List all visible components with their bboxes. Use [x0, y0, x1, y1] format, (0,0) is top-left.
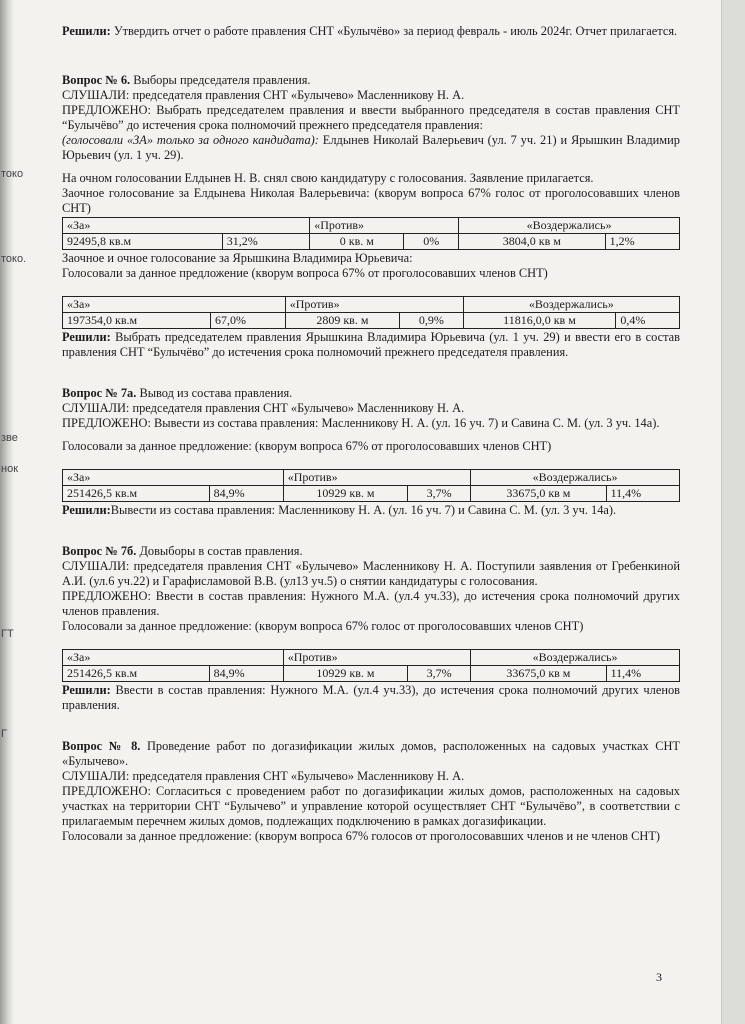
- margin-fragment: Г: [1, 728, 7, 740]
- against-value: 10929 кв. м: [283, 666, 407, 682]
- proposed-text: ПРЕДЛОЖЕНО: Ввести в состав правления: Нужного М.А. (ул.4 уч.33), до истечения срока полномочий других членов правления.: [62, 589, 680, 618]
- decision-label: Решили:: [62, 330, 111, 344]
- margin-fragment: токо: [1, 168, 24, 180]
- vote-table: [62, 469, 680, 502]
- against-label: «Против»: [283, 470, 470, 486]
- decision-label: Решили:: [62, 683, 111, 697]
- margin-fragment: нок: [1, 463, 19, 475]
- question-heading: [62, 73, 680, 88]
- against-percent: 0,9%: [400, 313, 464, 329]
- candidates-list: Елдынев Николай Валерьевич (ул. 7 уч. 21) и Ярышкин Владимир Юрьевич (ул. 1 уч. 29).: [62, 133, 680, 162]
- abstain-label: «Воздержались»: [471, 650, 680, 666]
- question-number: Вопрос № 8.: [62, 739, 141, 753]
- for-value: 92495,8 кв.м: [63, 234, 223, 250]
- for-value: 251426,5 кв.м: [63, 666, 210, 682]
- for-value: 197354,0 кв.м: [63, 313, 211, 329]
- heard-text: СЛУШАЛИ: председателя правления СНТ «Булычево» Масленникову Н. А.: [62, 769, 465, 783]
- proposed-text: ПРЕДЛОЖЕНО: Вывести из состава правления: Масленникову Н. А. (ул. 16 уч. 7) и Савина С. М. (ул. 3 уч. 14а).: [62, 416, 660, 430]
- decision-text: Утвердить отчет о работе правления СНТ «Булычёво» за период февраль - июль 2024г. Отчет прилагается.: [113, 24, 678, 38]
- question-decision: [62, 330, 680, 360]
- for-label: «За»: [63, 650, 284, 666]
- abstain-value: 33675,0 кв м: [471, 666, 606, 682]
- against-value: 10929 кв. м: [283, 486, 407, 502]
- for-percent: 31,2%: [222, 234, 309, 250]
- proposed-text: ПРЕДЛОЖЕНО: Согласиться с проведением работ по догазификации жилых домов, расположенных на садовых участках на территории СНТ “Булычево” и управление которой осуществляет СНТ “Булычёво”, в соответствии с прилагаемым перечнем жилых домов, подлежащих подключению в рамках догазификации.: [62, 784, 680, 828]
- vote-caption: Голосовали за данное предложение: (кворум вопроса 67% голос от проголосовавших членов СНТ): [62, 619, 584, 633]
- vote-caption: Голосовали за данное предложение (кворум вопроса 67% от проголосовавших членов СНТ): [62, 266, 548, 280]
- question-number: Вопрос № 7а.: [62, 386, 137, 400]
- question-7a: [62, 386, 680, 518]
- question-heading: [62, 386, 680, 401]
- decision-label: Решили:: [62, 503, 111, 517]
- vote-caption: Заочное голосование за Елдынева Николая Валерьевича: (кворум вопроса 67% голос от проголосовавших членов СНТ): [62, 186, 680, 215]
- against-percent: 3,7%: [408, 486, 471, 502]
- abstain-percent: 11,4%: [606, 486, 679, 502]
- binding-shadow: [0, 0, 14, 1024]
- vote-table: [62, 296, 680, 329]
- abstain-value: 33675,0 кв м: [471, 486, 606, 502]
- question-number: Вопрос № 7б.: [62, 544, 137, 558]
- for-label: «За»: [63, 218, 310, 234]
- against-label: «Против»: [310, 218, 459, 234]
- against-percent: 0%: [404, 234, 459, 250]
- for-label: «За»: [63, 297, 286, 313]
- margin-fragment: зве: [1, 432, 18, 444]
- question-title: Выборы председателя правления.: [133, 73, 311, 87]
- withdrawal-text: На очном голосовании Елдынев Н. В. снял свою кандидатуру с голосования. Заявление прилагается.: [62, 171, 594, 185]
- for-percent: 67,0%: [210, 313, 285, 329]
- question-heading: [62, 544, 680, 559]
- abstain-label: «Воздержались»: [471, 470, 680, 486]
- margin-fragment: токо.: [1, 253, 27, 265]
- question-title: Вывод из состава правления.: [139, 386, 293, 400]
- report-decision: [62, 24, 680, 39]
- vote-caption: Голосовали за данное предложение: (кворум вопроса 67% голосов от проголосовавших членов и не членов СНТ): [62, 829, 661, 843]
- question-7b: [62, 544, 680, 713]
- question-6: [62, 73, 680, 360]
- abstain-value: 3804,0 кв м: [459, 234, 606, 250]
- vote-caption: Заочное и очное голосование за Ярышкина Владимира Юрьевича:: [62, 251, 413, 265]
- question-title: Довыборы в состав правления.: [139, 544, 303, 558]
- vote-caption: Голосовали за данное предложение: (кворум вопроса 67% от проголосовавших членов СНТ): [62, 439, 552, 453]
- abstain-label: «Воздержались»: [459, 218, 680, 234]
- candidates-text: [62, 133, 680, 163]
- for-percent: 84,9%: [209, 486, 283, 502]
- abstain-label: «Воздержались»: [463, 297, 679, 313]
- heard-text: СЛУШАЛИ: председателя правления СНТ «Булычево» Масленникову Н. А.: [62, 88, 465, 102]
- question-decision: [62, 503, 680, 518]
- against-percent: 3,7%: [408, 666, 471, 682]
- against-label: «Против»: [285, 297, 463, 313]
- proposed-text: ПРЕДЛОЖЕНО: Выбрать председателем правления и ввести выбранного председателя в состав правления СНТ “Булычёво” до истечения срока полномочий прежнего председателя правления:: [62, 103, 680, 132]
- decision-label: Решили:: [62, 24, 111, 38]
- abstain-percent: 1,2%: [605, 234, 679, 250]
- candidates-note: (голосовали «ЗА» только за одного кандидата):: [62, 133, 319, 147]
- abstain-percent: 11,4%: [606, 666, 679, 682]
- against-value: 0 кв. м: [310, 234, 404, 250]
- page-number: 3: [656, 970, 662, 984]
- abstain-percent: 0,4%: [616, 313, 680, 329]
- document-body: [62, 24, 680, 844]
- question-number: Вопрос № 6.: [62, 73, 131, 87]
- decision-text: Вывести из состава правления: Масленникову Н. А. (ул. 16 уч. 7) и Савина С. М. (ул. 3 уч. 14а).: [110, 503, 617, 517]
- decision-text: Выбрать председателем правления Ярышкина Владимира Юрьевича (ул. 1 уч. 29) и ввести его в состав правления СНТ “Булычёво” до истечения срока полномочий прежнего председателя правления.: [62, 330, 680, 359]
- question-8: [62, 739, 680, 844]
- against-label: «Против»: [283, 650, 470, 666]
- heard-text: СЛУШАЛИ: председателя правления СНТ «Булычево» Масленникову Н. А.: [62, 401, 465, 415]
- question-decision: [62, 683, 680, 713]
- for-label: «За»: [63, 470, 284, 486]
- vote-table: [62, 649, 680, 682]
- abstain-value: 11816,0,0 кв м: [463, 313, 616, 329]
- question-title: Проведение работ по догазификации жилых домов, расположенных на садовых участках СНТ «Булычево».: [62, 739, 680, 768]
- heard-text: СЛУШАЛИ: председателя правления СНТ «Булычево» Масленникову Н. А. Поступили заявления от Гребенкиной А.И. (ул.6 уч.22) и Гарафисламовой В.В. (ул13 уч.5) о снятии кандидатуры с голосования.: [62, 559, 680, 588]
- for-value: 251426,5 кв.м: [63, 486, 210, 502]
- question-heading: [62, 739, 680, 769]
- margin-fragment: ГТ: [1, 628, 14, 640]
- decision-text: Ввести в состав правления: Нужного М.А. (ул.4 уч.33), до истечения срока полномочий других членов правления.: [62, 683, 680, 712]
- vote-table: [62, 217, 680, 250]
- for-percent: 84,9%: [209, 666, 283, 682]
- against-value: 2809 кв. м: [285, 313, 399, 329]
